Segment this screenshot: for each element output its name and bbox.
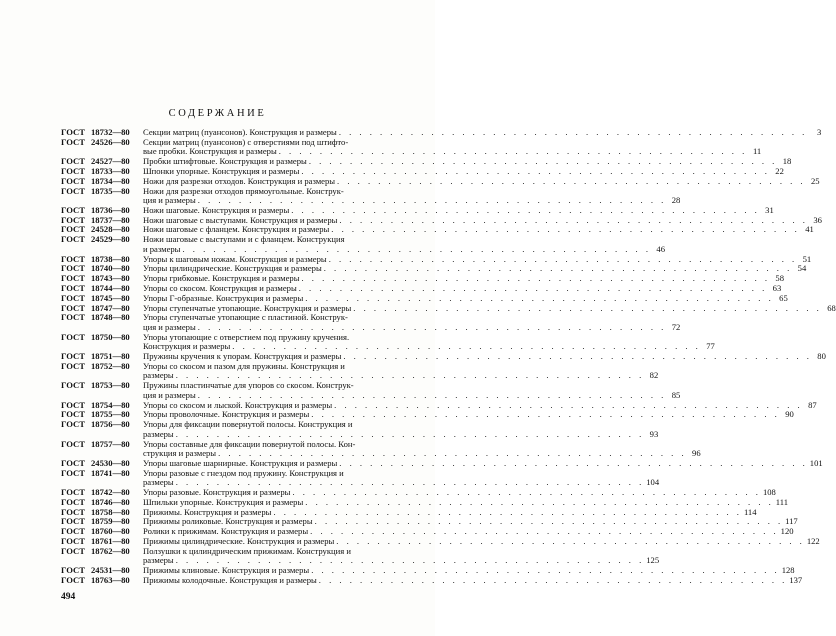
toc-entry-standard-number: 18742—80 (91, 487, 130, 498)
dot-leader (336, 537, 805, 547)
toc-entry-title-line: размеры (143, 477, 174, 488)
toc-entry-standard-number: 18741—80 (91, 467, 130, 478)
toc-entry (61, 175, 820, 187)
toc-entry-standard-prefix: ГОСТ (61, 545, 85, 556)
toc-entry-standard-prefix: ГОСТ (61, 457, 85, 468)
toc-entry-page: 80 (817, 351, 826, 362)
toc-entry (61, 380, 681, 400)
toc-entry-standard-number: 24526—80 (91, 136, 130, 147)
toc-entry-standard-number: 18732—80 (91, 127, 130, 137)
toc-entry-title-line: Упоры шаговые шарнирные. Конструкция и размеры (143, 457, 338, 468)
toc-entry-title (143, 187, 680, 206)
toc-entry-title-line: Упоры проволочные. Конструкция и размеры (143, 409, 310, 420)
toc-entry-standard-prefix: ГОСТ (61, 409, 85, 420)
toc-entry-title-line: вые пробки. Конструкция и размеры (143, 146, 277, 157)
toc-entry-standard-prefix: ГОСТ (61, 165, 85, 176)
toc-entry-page: 93 (649, 428, 659, 439)
toc-entry-title (143, 440, 701, 459)
toc-entry (61, 312, 681, 332)
dot-leader (198, 391, 667, 401)
toc-entry-title (143, 362, 658, 381)
toc-entry-title-line: Упоры со скосом и пазом для пружины. Конструкция и (143, 360, 345, 371)
toc-entry-standard-number: 18737—80 (91, 214, 130, 225)
toc-entry-page: 72 (671, 321, 681, 332)
toc-entry-page: 58 (775, 273, 785, 284)
toc-entry-title (143, 138, 761, 157)
toc-entry (61, 419, 659, 439)
toc-entry-title (143, 498, 788, 508)
toc-entry-standard-prefix: ГОСТ (61, 292, 85, 303)
toc-entry-page: 3 (817, 127, 822, 137)
toc-entry-title-line: струкция и размеры (143, 448, 217, 459)
toc-entry-standard-prefix: ГОСТ (61, 312, 85, 323)
toc-entry-standard-number: 24527—80 (91, 156, 130, 167)
toc-entry-title (143, 469, 659, 488)
toc-entry-standard-prefix: ГОСТ (61, 506, 85, 517)
toc-entry-title-line: Упоры ступенчатые утопающие. Конструкция и размеры (143, 302, 352, 313)
toc-entry-standard-prefix: ГОСТ (61, 380, 85, 391)
toc-entry-title-line: Шпонки упорные. Конструкция и размеры (143, 165, 300, 176)
toc-entry-standard-prefix: ГОСТ (61, 535, 85, 546)
toc-entry-page: 46 (656, 243, 665, 254)
toc-entry-page: 51 (802, 253, 812, 264)
toc-entry-page: 108 (762, 487, 776, 498)
toc-entry-title-line: Пробки штифтовые. Конструкция и размеры (143, 156, 307, 167)
toc-entry-standard-number: 18761—80 (91, 535, 130, 546)
dot-leader (353, 304, 822, 314)
dot-leader (331, 225, 800, 235)
toc-entry-standard-number: 18746—80 (91, 496, 130, 507)
dot-leader (182, 245, 651, 255)
toc-entry-page: 104 (646, 477, 660, 488)
toc-entry-page: 120 (780, 526, 794, 537)
toc-entry-standard-prefix: ГОСТ (61, 253, 85, 264)
toc-entry-title-line: Ножи для разрезки отходов прямоугольные. Конструк- (143, 185, 344, 196)
toc-entry-standard-prefix: ГОСТ (61, 487, 85, 498)
toc-entry-standard-number: 24530—80 (91, 457, 130, 468)
toc-entry-title-line: Прижимы роликовые. Конструкция и размеры (143, 516, 313, 527)
dot-leader (343, 352, 812, 362)
toc-entry (61, 574, 803, 586)
toc-entry-page: 117 (785, 516, 798, 527)
toc-entry-title-line: Прижимы цилиндрические. Конструкция и размеры (143, 535, 335, 546)
toc-entry-title-line: Упоры Г-образные. Конструкция и размеры (143, 292, 304, 303)
toc-entry-standard-number: 18733—80 (91, 165, 130, 176)
toc-entry-standard-number: 18747—80 (91, 302, 130, 313)
toc-entry-page: 36 (813, 214, 822, 225)
toc-entry-page: 101 (809, 457, 823, 468)
page-title: СОДЕРЖАНИЕ (168, 108, 267, 119)
toc-entry-page: 122 (806, 535, 820, 546)
toc-entry (61, 545, 660, 566)
toc-entry-standard-number: 18735—80 (91, 185, 130, 196)
dot-leader (305, 498, 774, 508)
toc-entry-standard-number: 18760—80 (91, 526, 130, 537)
toc-entry-title-line: Конструкция и размеры (143, 341, 231, 352)
toc-entry-page: 82 (649, 370, 659, 381)
toc-entry-title-line: ция и размеры (143, 389, 196, 400)
toc-entry-page: 77 (706, 341, 715, 352)
toc-entry-standard-number: 18751—80 (91, 351, 130, 362)
toc-entry (61, 438, 701, 459)
toc-entry-standard-prefix: ГОСТ (61, 224, 85, 235)
toc-entry-standard-prefix: ГОСТ (61, 185, 85, 196)
toc-entry-standard-prefix: ГОСТ (61, 273, 85, 284)
toc-entry-standard-number: 18748—80 (91, 312, 130, 323)
toc-entry (61, 185, 681, 206)
toc-entry-standard-number: 18750—80 (91, 331, 130, 342)
dot-leader (311, 410, 780, 420)
toc-entry-standard-prefix: ГОСТ (61, 302, 85, 313)
toc-entry-standard-prefix: ГОСТ (61, 282, 85, 293)
toc-entry-title-line: Ножи для разрезки отходов. Конструкция и размеры (143, 175, 336, 186)
toc-entry-standard-number: 24531—80 (91, 565, 130, 576)
toc-entry-standard-prefix: ГОСТ (61, 204, 85, 215)
toc-entry-page: 22 (775, 165, 784, 176)
toc-entry-title-line: Ножи шаговые с фланцем. Конструкция и размеры (143, 224, 330, 235)
toc-entry-standard-number: 18745—80 (91, 292, 130, 303)
toc-entry-standard-number: 24528—80 (91, 224, 130, 235)
toc-entry-page: 54 (797, 263, 807, 274)
toc-entry-standard-number: 18740—80 (91, 263, 130, 274)
toc-entry-standard-prefix: ГОСТ (61, 438, 85, 449)
toc-entry-standard-number: 18757—80 (91, 438, 130, 449)
toc-entry-standard-prefix: ГОСТ (61, 127, 85, 137)
toc-entry (61, 234, 665, 254)
toc-entry-page: 90 (785, 409, 794, 420)
toc-entry-standard-prefix: ГОСТ (61, 419, 85, 430)
toc-entry-title-line: Пружины кручения к упорам. Конструкция и размеры (143, 351, 342, 362)
toc-entry-standard-prefix: ГОСТ (61, 234, 85, 245)
toc-entry-standard-number: 18762—80 (91, 545, 130, 556)
toc-entry-title-line: размеры (143, 370, 174, 381)
toc-entry (61, 292, 788, 304)
toc-entry-title-line: Упоры к шаговым ножам. Конструкция и размеры (143, 253, 327, 264)
toc-entry-title-line: Ролики к прижимам. Конструкция и размеры (143, 526, 309, 537)
toc-entry-page: 137 (789, 574, 803, 585)
toc-entry-standard-prefix: ГОСТ (61, 526, 85, 537)
toc-entry-title (143, 381, 680, 400)
toc-entry-title-line: Ползушки к цилиндрическим прижимам. Конструкция и (143, 545, 351, 556)
toc-entry-page: 114 (743, 506, 757, 517)
toc-entry-standard-number: 18756—80 (91, 419, 130, 430)
toc-entry-title-line: Ножи шаговые с выступами и с фланцем. Конструкция (143, 234, 345, 245)
toc-entry-title-line: Упоры со скосом и лыской. Конструкция и размеры (143, 399, 333, 410)
toc-entry-page: 25 (810, 175, 820, 186)
toc-entry-standard-prefix: ГОСТ (61, 175, 85, 186)
toc-entry-standard-number: 18758—80 (91, 506, 130, 517)
toc-entry-title (143, 294, 788, 304)
toc-entry (61, 136, 762, 157)
toc-entry-standard-prefix: ГОСТ (61, 360, 85, 371)
toc-entry-title (143, 420, 658, 439)
page-number: 494 (61, 592, 76, 602)
toc-entry-standard-prefix: ГОСТ (61, 516, 85, 527)
toc-entry-standard-prefix: ГОСТ (61, 136, 85, 147)
toc-entry-title-line: Пружины пластинчатые для упоров со скосом. Конструк- (143, 380, 354, 391)
toc-entry-title-line: Упоры цилиндрические. Конструкция и размеры (143, 263, 322, 274)
toc-entry-title (143, 177, 820, 187)
toc-entry (61, 360, 659, 381)
toc-entry-title (143, 576, 802, 586)
toc-entry-standard-number: 18752—80 (91, 360, 130, 371)
toc-entry-page: 65 (779, 292, 788, 303)
toc-entry (61, 467, 660, 488)
toc-entry-standard-number: 18755—80 (91, 409, 130, 420)
toc-entry-page: 18 (782, 156, 792, 167)
toc-entry-standard-prefix: ГОСТ (61, 331, 85, 342)
toc-entry-title-line: Упоры разовые. Конструкция и размеры (143, 487, 291, 498)
toc-entry-title-line: размеры (143, 555, 174, 566)
toc-entry-title-line: ция и размеры (143, 321, 196, 332)
toc-entry-page: 96 (692, 448, 701, 459)
toc-entry-title-line: Упоры грибковые. Конструкция и размеры (143, 273, 300, 284)
toc-entry-standard-prefix: ГОСТ (61, 496, 85, 507)
toc-entry-title-line: Ножи шаговые. Конструкция и размеры (143, 204, 290, 215)
toc-entry-standard-number: 18744—80 (91, 282, 130, 293)
toc-entry-standard-prefix: ГОСТ (61, 263, 85, 274)
toc-entry-page: 68 (827, 302, 836, 313)
toc-entry-title (143, 235, 665, 254)
toc-entry-title-line: Прижимы клиновые. Конструкция и размеры (143, 565, 310, 576)
toc-entry-page: 125 (646, 555, 660, 566)
toc-entry-title-line: размеры (143, 428, 174, 439)
toc-entry-standard-prefix: ГОСТ (61, 351, 85, 362)
dot-leader (176, 430, 645, 440)
toc-entry-title-line: Упоры ступенчатые утопающие с пластиной. Конструк- (143, 312, 348, 323)
toc-entry-title-line: Секции матриц (пуансонов) с отверстиями под штифто- (143, 136, 349, 147)
toc-entry-standard-number: 18754—80 (91, 399, 130, 410)
toc-entry-standard-number: 18734—80 (91, 175, 130, 186)
dot-leader (339, 128, 808, 138)
toc-entry-standard-prefix: ГОСТ (61, 565, 85, 576)
toc-entry-page: 41 (805, 224, 814, 235)
toc-entry-standard-number: 18738—80 (91, 253, 130, 264)
toc-entry-page: 63 (772, 282, 782, 293)
toc-entry-standard-prefix: ГОСТ (61, 574, 85, 585)
dot-leader (339, 459, 808, 469)
toc-entry (61, 331, 715, 352)
toc-entry-title-line: Прижимы. Конструкция и размеры (143, 506, 272, 517)
toc-entry-page: 128 (781, 565, 795, 576)
toc-entry-page: 28 (671, 195, 681, 206)
toc-entry (61, 496, 789, 508)
toc-entry-standard-prefix: ГОСТ (61, 214, 85, 225)
toc-entry-standard-number: 24529—80 (91, 234, 130, 245)
toc-entry-title-line: Упоры со скосом. Конструкция и размеры (143, 282, 297, 293)
toc-entry-standard-prefix: ГОСТ (61, 156, 85, 167)
toc-entry-standard-number: 18759—80 (91, 516, 130, 527)
toc-entry-title-line: Упоры составные для фиксации повернутой полосы. Кон- (143, 438, 356, 449)
toc-entry-standard-number: 18736—80 (91, 204, 130, 215)
toc-entry-title-line: Упоры разовые с гнездом под пружину. Конструкция и (143, 467, 344, 478)
toc-entry-title-line: Упоры утопающие с отверстием под пружину кручения. (143, 331, 350, 342)
toc-entry-standard-prefix: ГОСТ (61, 399, 85, 410)
toc-entry-title-line: Упоры для фиксации повернутой полосы. Конструкция и (143, 419, 353, 430)
toc-entry-standard-number: 18743—80 (91, 273, 130, 284)
table-of-contents (61, 127, 836, 585)
dot-leader (319, 576, 788, 586)
toc-entry-title-line: и размеры (143, 243, 181, 254)
toc-entry-title (143, 333, 715, 352)
toc-entry-standard-number: 18763—80 (91, 574, 130, 585)
dot-leader (337, 177, 806, 187)
toc-entry-title-line: ция и размеры (143, 195, 196, 206)
toc-entry-standard-number: 18753—80 (91, 380, 130, 391)
toc-entry-title-line: Шпильки упорные. Конструкция и размеры (143, 496, 304, 507)
toc-entry-standard-prefix: ГОСТ (61, 467, 85, 478)
toc-entry-title (143, 313, 680, 332)
toc-entry-page: 111 (775, 496, 789, 507)
toc-entry-page: 11 (752, 146, 762, 157)
toc-entry-title-line: Секции матриц (пуансонов). Конструкция и размеры (143, 127, 337, 137)
dot-leader (305, 294, 774, 304)
toc-entry-page: 31 (765, 204, 774, 215)
toc-entry-title-line: Ножи шаговые с выступами. Конструкция и размеры (143, 214, 338, 225)
toc-entry-page: 87 (808, 399, 817, 410)
toc-entry-page: 85 (671, 389, 681, 400)
toc-entry-title (143, 547, 659, 566)
toc-entry-title-line: Прижимы колодочные. Конструкция и размеры (143, 574, 317, 585)
